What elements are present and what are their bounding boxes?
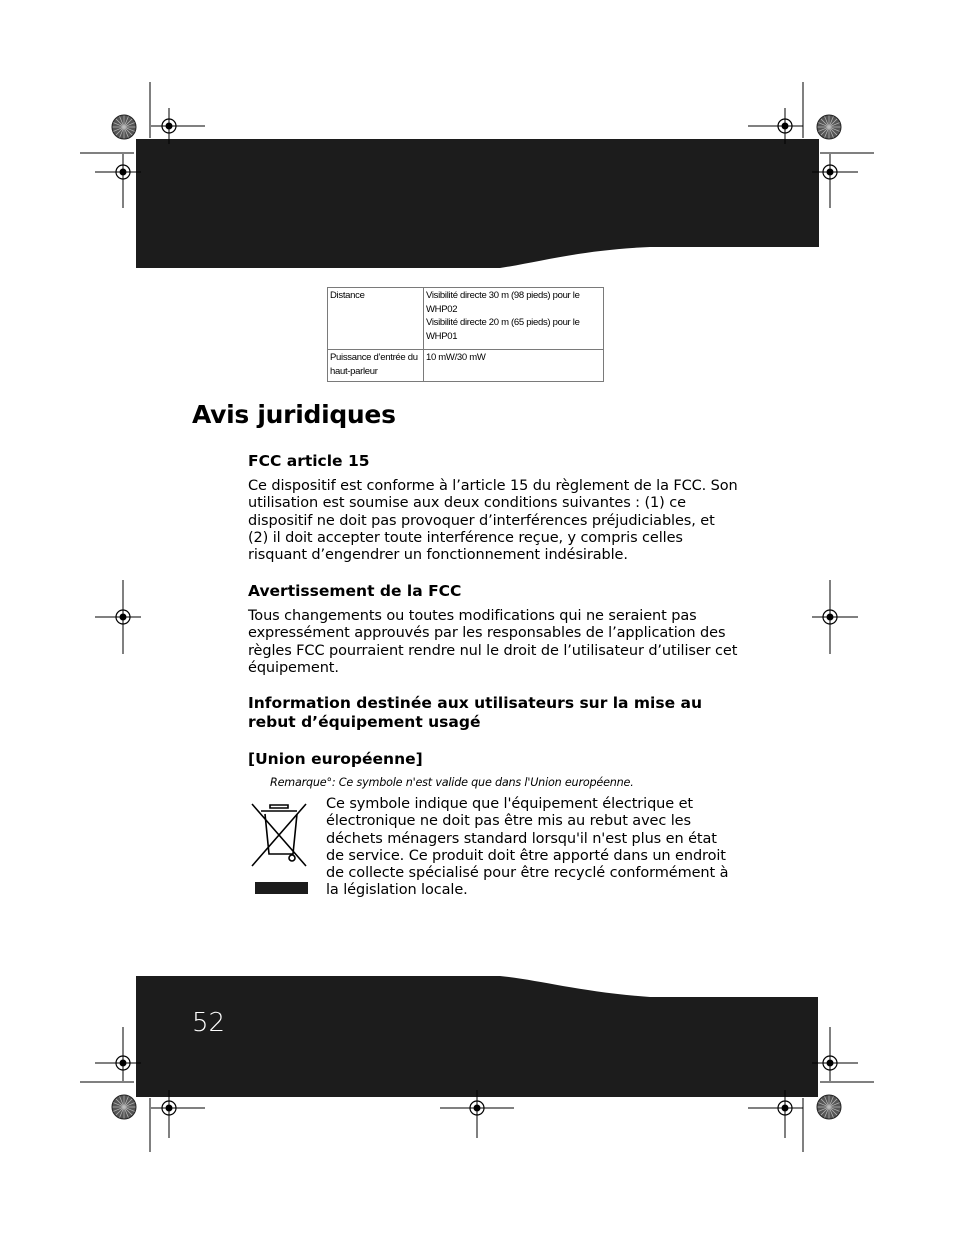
table-row: [328, 350, 604, 382]
crossed-out-wheelie-bin-icon: [248, 798, 314, 896]
section-heading-fcc-warning: Avertissement de la FCC: [248, 582, 462, 600]
page-title: Avis juridiques: [192, 400, 396, 429]
cell-line: WHP01: [426, 330, 458, 342]
table-cell-label: Distance: [328, 288, 424, 350]
table-row: [328, 288, 604, 350]
table-cell-value: [424, 288, 604, 350]
top-band: [136, 139, 819, 268]
cell-line: haut-parleur: [330, 365, 378, 377]
table-cell-label: [328, 350, 424, 382]
eu-text: Ce symbole indique que l'équipement électrique et électronique ne doit pas être mis au rebut avec les déchets ménagers standard lorsqu'il n'est plus en état de service. Ce produit doit être apporté dans un endroit de collecte spécialisé pour être recyclé conformément à la législation locale.: [326, 796, 729, 899]
section-text-fcc15: Ce dispositif est conforme à l’article 15 du règlement de la FCC. Son utilisation est soumise aux deux conditions suivantes : (1) ce dispositif ne doit pas provoquer d’interférences préjudiciables, et (2) il doit accepter toute interférence reçue, y compris celles risquant d’engendrer un fonctionnement indésirable.: [248, 478, 738, 564]
color-bar-mark-icon: [112, 1095, 136, 1119]
cell-line: Visibilité directe 20 m (65 pieds) pour le: [426, 317, 580, 328]
bottom-band: [136, 976, 818, 1097]
cell-line: 10 mW/30 mW: [426, 352, 486, 363]
page-number: 52: [192, 1008, 226, 1038]
section-heading-fcc15: FCC article 15: [248, 452, 370, 470]
table-cell-value: [424, 350, 604, 382]
cell-line: Puissance d’entrée du: [330, 352, 418, 363]
section-heading-eu: [Union européenne]: [248, 750, 423, 768]
eu-note: Remarque°: Ce symbole n'est valide que dans l'Union européenne.: [270, 776, 634, 789]
color-bar-mark-icon: [817, 115, 841, 139]
cell-line: WHP02: [426, 303, 458, 315]
spec-table: [327, 287, 604, 382]
section-text-fcc-warning: Tous changements ou toutes modifications qui ne seraient pas expressément approuvés par les responsables de l’application des règles FCC pourraient rendre nul le droit de l’utilisateur d’utiliser cet équipement.: [248, 608, 738, 676]
cell-line: Visibilité directe 30 m (98 pieds) pour le: [426, 290, 580, 301]
section-heading-disposal: Information destinée aux utilisateurs sur la mise au rebut d’équipement usagé: [248, 694, 703, 731]
color-bar-mark-icon: [817, 1095, 841, 1119]
color-bar-mark-icon: [112, 115, 136, 139]
